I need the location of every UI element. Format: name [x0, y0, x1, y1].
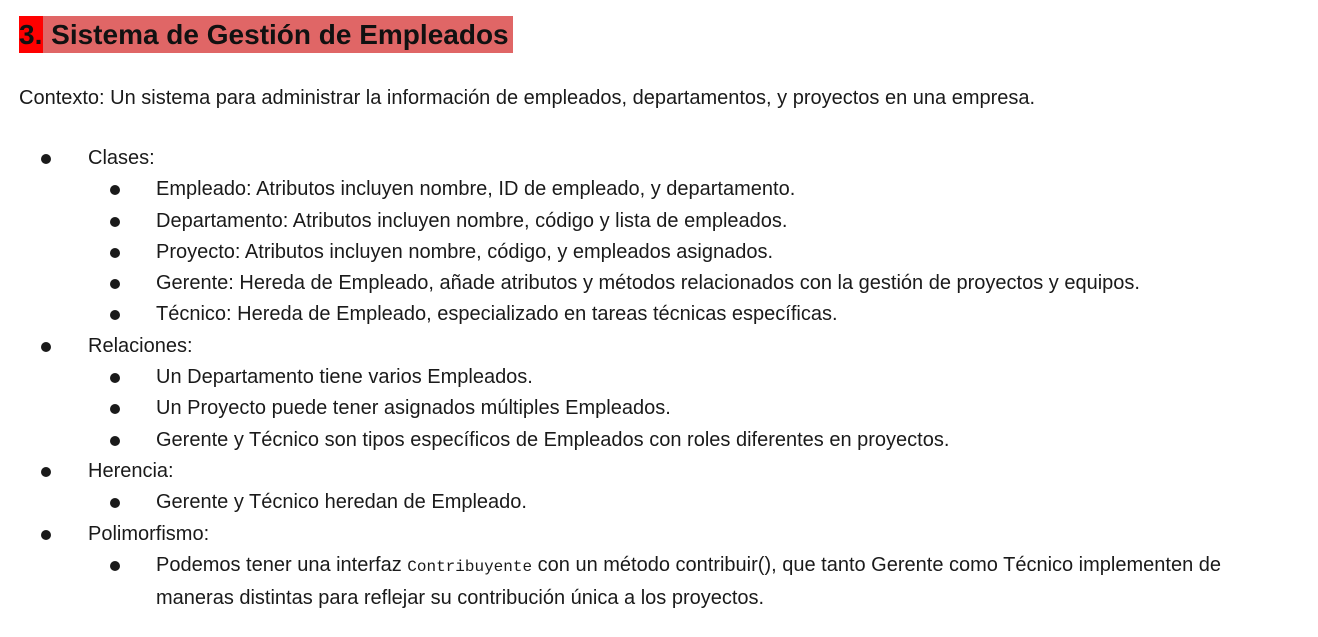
list-item-text-before: Podemos tener una interfaz	[156, 553, 408, 576]
context-paragraph: Contexto: Un sistema para administrar la información de empleados, departamentos, y proyectos en una empresa.	[19, 87, 1036, 109]
list-item-text: Técnico: Hereda de Empleado, especializado en tareas técnicas específicas.	[156, 303, 838, 326]
list-item-text: Un Departamento tiene varios Empleados.	[156, 366, 533, 389]
list-item-relaciones	[0, 331, 1318, 456]
list-item-clases	[0, 143, 1318, 331]
list-item-text-after: con un método contribuir(), que tanto Gerente como Técnico implementen de maneras distintas para reflejar su contribución única a los proyectos.	[156, 553, 1221, 610]
sublist-relaciones	[88, 362, 1318, 456]
bullet-icon	[110, 561, 120, 571]
list-item	[0, 174, 1318, 205]
list-item	[0, 425, 1318, 456]
list-item	[0, 206, 1318, 237]
sublist-herencia	[88, 487, 1318, 518]
list-item-text: Gerente: Hereda de Empleado, añade atributos y métodos relacionados con la gestión de proyectos y equipos.	[156, 272, 1140, 295]
list-item	[0, 393, 1318, 424]
list-item-text: Gerente y Técnico heredan de Empleado.	[156, 491, 527, 514]
bullet-icon	[110, 279, 120, 289]
list-item-text: Gerente y Técnico son tipos específicos de Empleados con roles diferentes en proyectos.	[156, 428, 950, 451]
list-item	[0, 268, 1318, 299]
bullet-icon	[110, 310, 120, 320]
list-item-text: Un Proyecto puede tener asignados múltiples Empleados.	[156, 397, 671, 420]
bullet-icon	[110, 373, 120, 383]
list-item-label: Clases:	[88, 147, 155, 169]
bullet-icon	[41, 530, 51, 540]
list-item-label: Herencia:	[88, 459, 174, 482]
list-item	[0, 299, 1318, 330]
bullet-icon	[41, 154, 51, 164]
list-item-text: Empleado: Atributos incluyen nombre, ID de empleado, y departamento.	[156, 178, 796, 201]
bullet-icon	[110, 436, 120, 446]
list-item-label: Polimorfismo:	[88, 522, 210, 545]
heading-number: 3.	[19, 16, 43, 53]
list-item-herencia	[0, 456, 1318, 519]
list-item-label: Relaciones:	[88, 334, 193, 357]
list-item	[0, 550, 1246, 615]
list-item-text: Proyecto: Atributos incluyen nombre, código, y empleados asignados.	[156, 240, 774, 263]
bullet-icon	[110, 498, 120, 508]
list-item	[0, 487, 1318, 518]
bullet-icon	[41, 342, 51, 352]
bullet-icon	[110, 404, 120, 414]
outline-list	[0, 143, 1318, 614]
heading-title: Sistema de Gestión de Empleados	[43, 19, 509, 50]
bullet-icon	[41, 467, 51, 477]
section-heading	[19, 16, 513, 53]
list-item	[0, 362, 1318, 393]
sublist-clases	[88, 174, 1318, 330]
sublist-polimorfismo	[88, 550, 1318, 615]
bullet-icon	[110, 217, 120, 227]
list-item-polimorfismo	[0, 519, 1318, 615]
bullet-icon	[110, 185, 120, 195]
inline-code: Contribuyente	[407, 557, 533, 576]
list-item-text: Departamento: Atributos incluyen nombre, código y lista de empleados.	[156, 209, 788, 232]
bullet-icon	[110, 248, 120, 258]
list-item	[0, 237, 1318, 268]
